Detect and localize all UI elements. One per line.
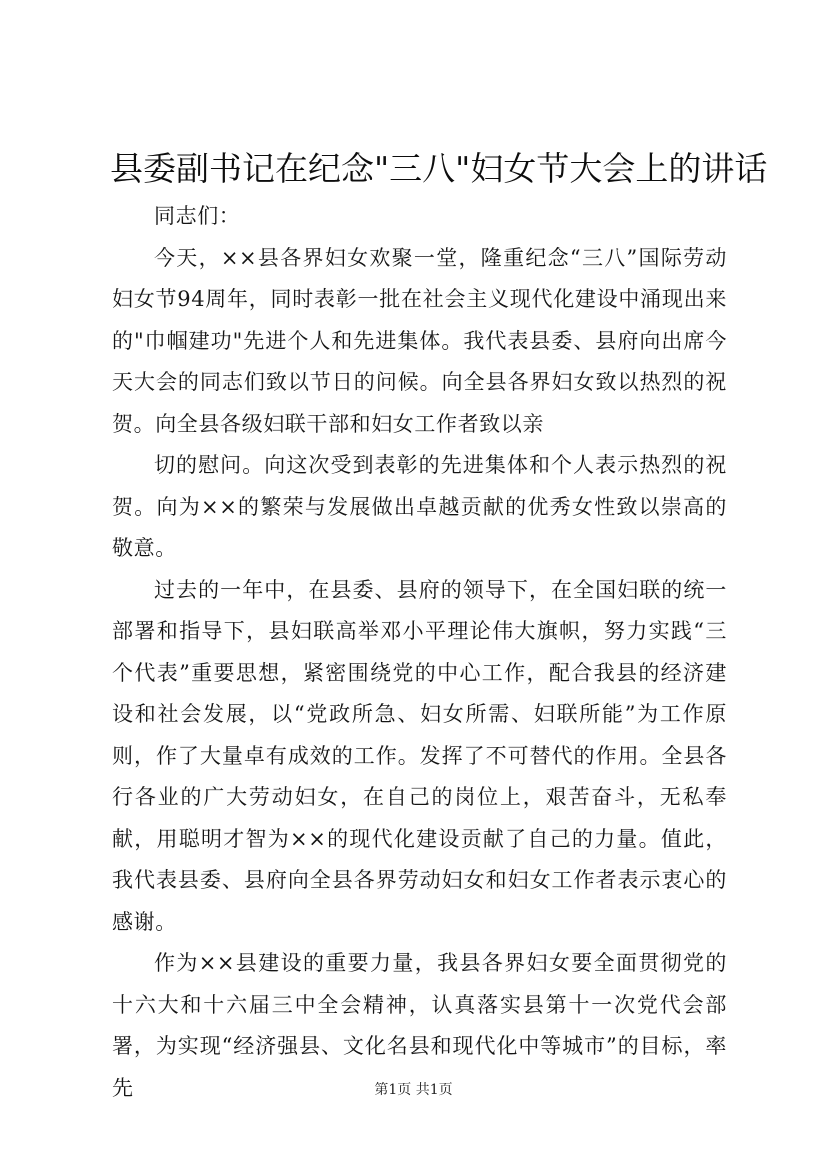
paragraph-4: 作为××县建设的重要力量，我县各界妇女要全面贯彻党的十六大和十六届三中全会精神，认真落实县第十一次党代会部署，为实现“经济强县、文化名县和现代化中等城市”的目标，率先 bbox=[112, 951, 727, 1100]
document-body bbox=[112, 196, 727, 1109]
paragraph-1: 今天，××县各界妇女欢聚一堂，隆重纪念“三八”国际劳动妇女节94周年，同时表彰一批在社会主义现代化建设中涌现出来的"巾帼建功"先进个人和先进集体。我代表县委、县府向出席今天大会的同志们致以节日的问候。向全县各界妇女致以热烈的祝贺。向全县各级妇联干部和妇女工作者致以亲 bbox=[112, 245, 727, 436]
salutation: 同志们： bbox=[154, 204, 241, 228]
paragraph-3: 过去的一年中，在县委、县府的领导下，在全国妇联的统一部署和指导下，县妇联高举邓小平理论伟大旗帜，努力实践“三个代表”重要思想，紧密围绕党的中心工作，配合我县的经济建设和社会发展，以“党政所急、妇女所需、妇联所能”为工作原则，作了大量卓有成效的工作。发挥了不可替代的作用。全县各行各业的广大劳动妇女，在自己的岗位上，艰苦奋斗，无私奉献，用聪明才智为××的现代化建设贡献了自己的力量。值此，我代表县委、县府向全县各界劳动妇女和妇女工作者表示衷心的感谢。 bbox=[112, 577, 727, 934]
paragraph-2: 切的慰问。向这次受到表彰的先进集体和个人表示热烈的祝贺。向为××的繁荣与发展做出卓越贡献的优秀女性致以崇高的敬意。 bbox=[112, 453, 727, 560]
page-footer: 第1页 共1页 bbox=[374, 1082, 453, 1098]
document-title: 县委副书记在纪念"三八"妇女节大会上的讲话 bbox=[110, 149, 768, 188]
